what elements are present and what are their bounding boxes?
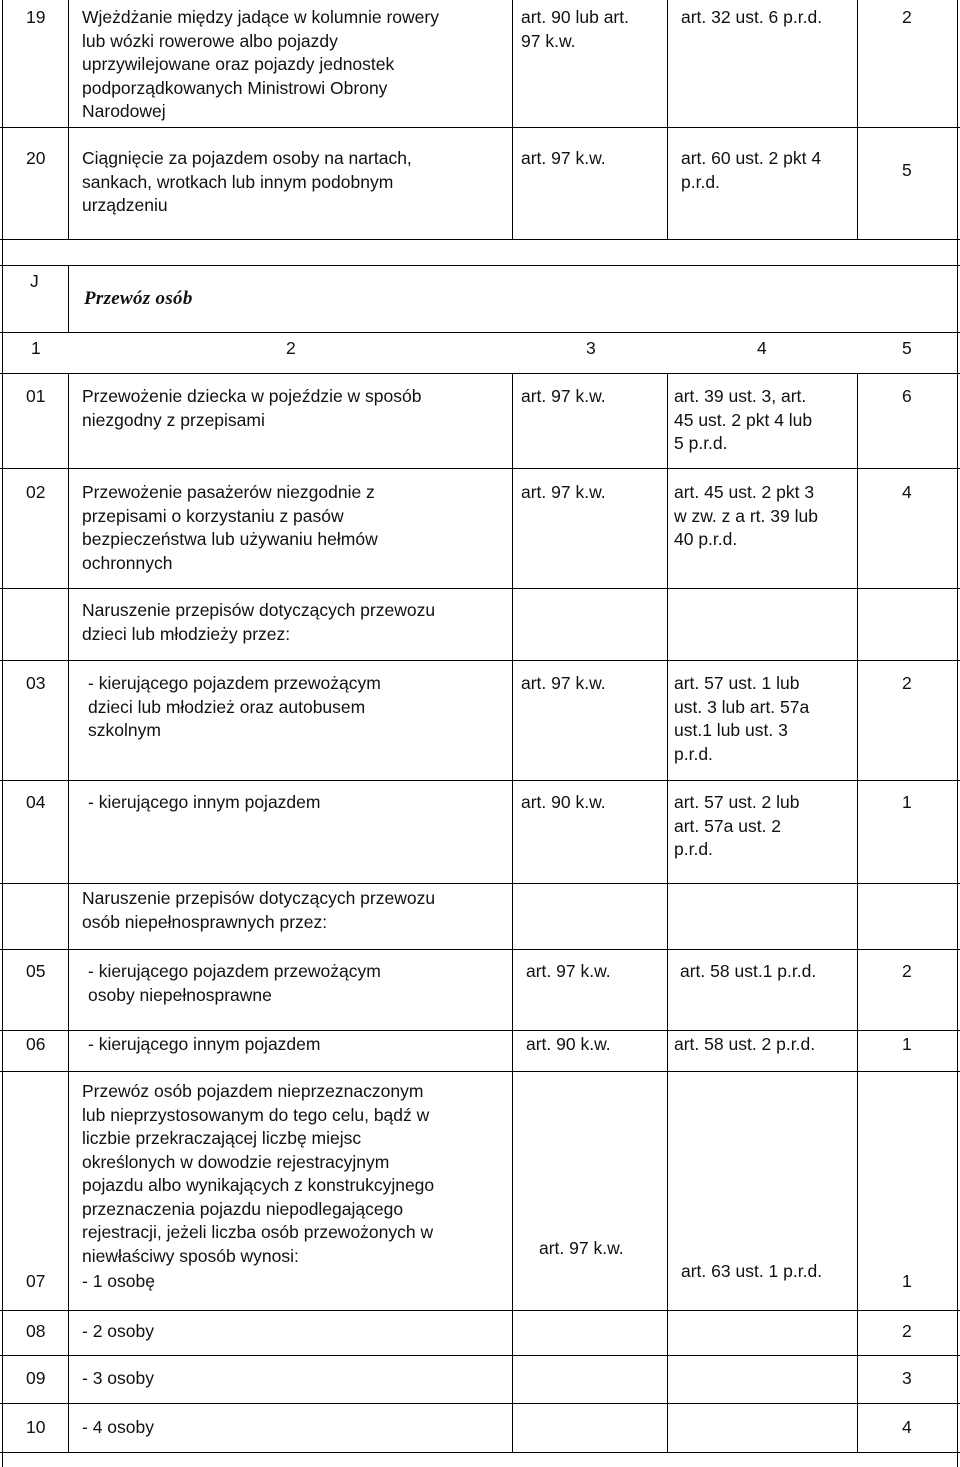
penalty-points: 5 xyxy=(902,160,912,180)
column-number: 4 xyxy=(757,338,767,358)
penalty-points: 6 xyxy=(902,386,912,406)
offense-description: - 1 osobę xyxy=(82,1271,155,1291)
offense-description: - kierującego pojazdem przewożącym dzieci lub młodzież oraz autobusem szkolnym xyxy=(88,673,381,740)
offense-description: Ciągnięcie za pojazdem osoby na nartach, sankach, wrotkach lub innym podobnym urządzeniu xyxy=(82,148,412,215)
offense-description: - kierującego pojazdem przewożącym osoby niepełnosprawne xyxy=(88,961,381,1005)
row-number: 20 xyxy=(26,148,46,168)
row-number: 01 xyxy=(26,386,46,406)
prd-article: art. 57 ust. 1 lub ust. 3 lub art. 57a ust.1 lub ust. 3 p.r.d. xyxy=(674,673,810,764)
penalty-points: 1 xyxy=(902,792,912,812)
row-number: 09 xyxy=(26,1368,46,1388)
prd-article: art. 57 ust. 2 lub art. 57a ust. 2 p.r.d. xyxy=(674,792,800,859)
row-number: 03 xyxy=(26,673,46,693)
prd-article: art. 45 ust. 2 pkt 3 w zw. z a rt. 39 lub 40 p.r.d. xyxy=(674,482,818,549)
section-title: Przewóz osób xyxy=(84,288,193,309)
row-number: 06 xyxy=(26,1034,46,1054)
kw-article: art. 97 k.w. xyxy=(521,148,606,168)
kw-article: art. 90 k.w. xyxy=(526,1034,611,1054)
prd-article: art. 58 ust. 2 p.r.d. xyxy=(674,1034,816,1054)
row-number: 05 xyxy=(26,961,46,981)
offense-description: Przewożenie pasażerów niezgodnie z przepisami o korzystaniu z pasów bezpieczeństwa lub używaniu hełmów ochronnych xyxy=(82,482,378,573)
prd-article: art. 58 ust.1 p.r.d. xyxy=(680,961,817,981)
penalty-points: 4 xyxy=(902,482,912,502)
section-letter: J xyxy=(30,271,39,291)
kw-article: art. 97 k.w. xyxy=(526,961,611,981)
kw-article: art. 97 k.w. xyxy=(521,482,606,502)
offense-description: - 4 osoby xyxy=(82,1417,154,1437)
kw-article: art. 90 lub art. 97 k.w. xyxy=(521,7,629,51)
prd-article: art. 60 ust. 2 pkt 4 p.r.d. xyxy=(681,148,822,192)
penalty-points: 1 xyxy=(902,1034,912,1054)
offense-description: Przewożenie dziecka w pojeździe w sposób niezgodny z przepisami xyxy=(82,386,422,430)
column-number: 3 xyxy=(586,338,596,358)
row-number: 02 xyxy=(26,482,46,502)
penalty-points: 2 xyxy=(902,673,912,693)
row-number: 08 xyxy=(26,1321,46,1341)
column-number: 2 xyxy=(286,338,296,358)
offense-description: - 2 osoby xyxy=(82,1321,154,1341)
kw-article: art. 90 k.w. xyxy=(521,792,606,812)
penalty-points: 2 xyxy=(902,7,912,27)
offense-description: Wjeżdżanie między jadące w kolumnie rowery lub wózki rowerowe albo pojazdy uprzywilejowane oraz pojazdy jednostek podporządkowanych Ministrowi Obrony Narodowej xyxy=(82,7,439,121)
kw-article: art. 97 k.w. xyxy=(521,673,606,693)
kw-article: art. 97 k.w. xyxy=(539,1238,624,1258)
offense-description: - kierującego innym pojazdem xyxy=(88,792,321,812)
prd-article: art. 63 ust. 1 p.r.d. xyxy=(681,1261,823,1281)
penalty-points: 3 xyxy=(902,1368,912,1388)
prd-article: art. 39 ust. 3, art. 45 ust. 2 pkt 4 lub 5 p.r.d. xyxy=(674,386,813,453)
row-number: 10 xyxy=(26,1417,46,1437)
offense-description: - 3 osoby xyxy=(82,1368,154,1388)
column-number: 1 xyxy=(31,338,41,358)
penalty-points: 4 xyxy=(902,1417,912,1437)
row-number: 19 xyxy=(26,7,46,27)
row-number: 04 xyxy=(26,792,46,812)
group-heading: Przewóz osób pojazdem nieprzeznaczonym lub nieprzystosowanym do tego celu, bądź w liczbie przekraczającej liczbę miejsc określonych w dowodzie rejestracyjnym pojazdu albo wynikających z konstrukcyjnego przeznaczenia pojazdu niepodlegającego rejestracji, jeżeli liczba osób przewożonych w niewłaściwy sposób wynosi: xyxy=(82,1081,435,1266)
kw-article: art. 97 k.w. xyxy=(521,386,606,406)
prd-article: art. 32 ust. 6 p.r.d. xyxy=(681,7,823,27)
penalty-points: 2 xyxy=(902,1321,912,1341)
offense-description: - kierującego innym pojazdem xyxy=(88,1034,321,1054)
penalty-points: 2 xyxy=(902,961,912,981)
row-number: 07 xyxy=(26,1271,46,1291)
group-heading: Naruszenie przepisów dotyczących przewozu osób niepełnosprawnych przez: xyxy=(82,888,436,932)
group-heading: Naruszenie przepisów dotyczących przewozu dzieci lub młodzieży przez: xyxy=(82,600,436,644)
column-number: 5 xyxy=(902,338,912,358)
penalty-points: 1 xyxy=(902,1271,912,1291)
